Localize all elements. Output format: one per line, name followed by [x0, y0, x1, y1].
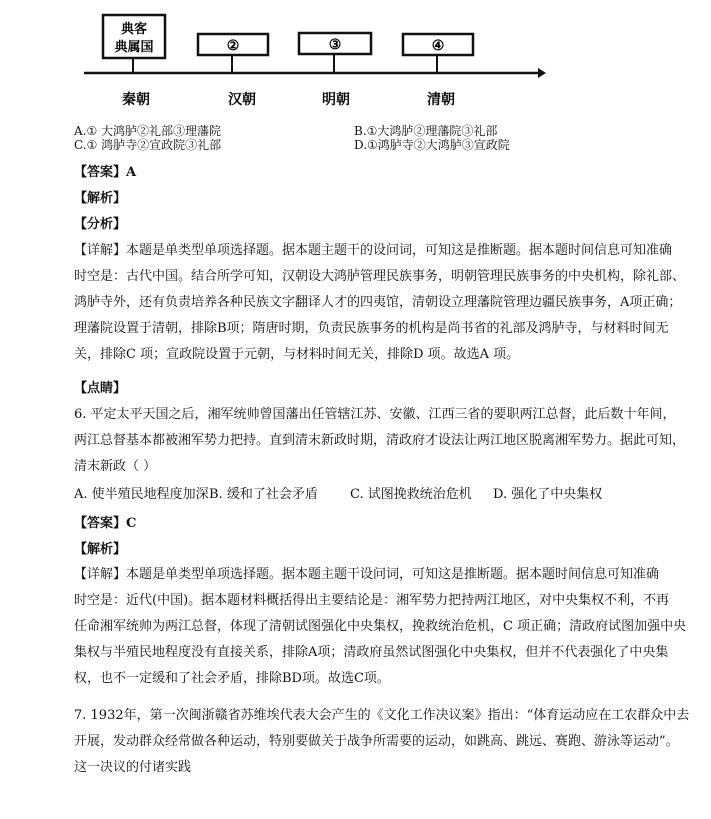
q5-jiexi: 【解析】 [74, 191, 127, 206]
q6-detail [74, 562, 687, 692]
box-qin-line1: 典客 [120, 22, 148, 37]
q5-dianqing: 【点睛】 [74, 381, 127, 396]
label-han: 汉朝 [228, 92, 256, 108]
q6-answer: 【答案】C [74, 516, 137, 531]
q5-option-c: C.① 鸿胪寺②宣政院③礼部 [74, 138, 222, 152]
q5-detail-line: 时空是：古代中国。结合所学可知，汉朝设大鸿胪管理民族事务，明朝管理民族事务的中央机构，除礼部、 [74, 269, 686, 284]
box-han-label: ② [226, 38, 240, 54]
label-ming: 明朝 [322, 92, 350, 108]
q5-fenxi: 【分析】 [74, 217, 127, 232]
q5-option-d: D.①鸿胪寺②大鸿胪③宣政院 [354, 138, 510, 152]
q7-stem [74, 703, 690, 781]
q6-detail-line: 权，也不一定缓和了社会矛盾，排除BD项。故选C项。 [74, 671, 390, 686]
q5-detail-line: 关，排除C 项；宣政院设置于元朝，与材料时间无关，排除D 项。故选A 项。 [74, 347, 520, 362]
q5-detail [74, 238, 686, 368]
q6-option-a: A. 使半殖民地程度加深 [74, 487, 209, 502]
q7-stem-line: 开展，发动群众经常做各种运动，特别要做关于战争所需要的运动，如跳高、跳远、赛跑、游泳等运动”。 [74, 734, 679, 749]
q6-option-d: D. 强化了中央集权 [493, 487, 603, 502]
q6-stem-line: 清末新政（ ） [74, 459, 157, 474]
label-qing: 清朝 [427, 92, 455, 108]
q6-jiexi: 【解析】 [74, 542, 127, 557]
q5-option-a: A.① 大鸿胪②礼部③理藩院 [74, 124, 222, 138]
box-qing-label: ④ [431, 38, 445, 54]
q6-detail-line: 【详解】本题是单类型单项选择题。据本题主题干设问词，可知这是推断题。据本题时间信息可知准确 [74, 567, 660, 582]
q5-answer: 【答案】A [74, 165, 137, 180]
q5-detail-line: 理藩院设置于清朝，排除B项；隋唐时期，负责民族事务的机构是尚书省的礼部及鸿胪寺，与材料时间无 [74, 321, 669, 336]
timeline-arrow [538, 68, 546, 78]
q6-option-b: B. 缓和了社会矛盾 [209, 487, 318, 502]
label-qin: 秦朝 [122, 92, 150, 108]
q7-stem-line: 7. 1932年，第一次闽浙赣省苏维埃代表大会产生的《文化工作决议案》指出：“体育运动应在工农群众中去 [74, 708, 690, 723]
q6-stem [74, 402, 686, 480]
box-ming-label: ③ [328, 37, 342, 53]
timeline-diagram [0, 0, 711, 112]
q6-detail-line: 时空是：近代(中国)。据本题材料概括得出主要结论是：湘军势力把持两江地区，对中央集权不利，不再 [74, 593, 670, 608]
q5-option-b: B.①大鸿胪②理藩院③礼部 [354, 124, 498, 138]
q5-detail-line: 【详解】本题是单类型单项选择题。据本题主题干的设问词，可知这是推断题。据本题时间信息可知准确 [74, 243, 673, 258]
q7-stem-line: 这一决议的付诸实践 [74, 760, 192, 775]
q6-stem-line: 6. 平定太平天国之后，湘军统帅曾国藩出任管辖江苏、安徽、江西三省的要职两江总督，此后数十年间， [74, 407, 676, 422]
q6-detail-line: 任命湘军统帅为两江总督，体现了清朝试图强化中央集权，挽救统治危机，C 项正确；清政府试图加强中央 [74, 619, 687, 634]
q6-option-c: C. 试图挽救统治危机 [350, 487, 472, 502]
q6-detail-line: 集权与半殖民地程度没有直接关系，排除A项；清政府虽然试图强化中央集权，但并不代表强化了中央集 [74, 645, 669, 660]
box-qin-line2: 典属国 [114, 40, 154, 55]
q5-detail-line: 鸿胪寺外，还有负责培养各种民族文字翻译人才的四夷馆，清朝设立理藩院管理边疆民族事务，A项正确； [74, 295, 682, 310]
q6-stem-line: 两江总督基本都被湘军势力把持。直到清末新政时期，清政府才设法让两江地区脱离湘军势力。据此可知， [74, 433, 686, 448]
